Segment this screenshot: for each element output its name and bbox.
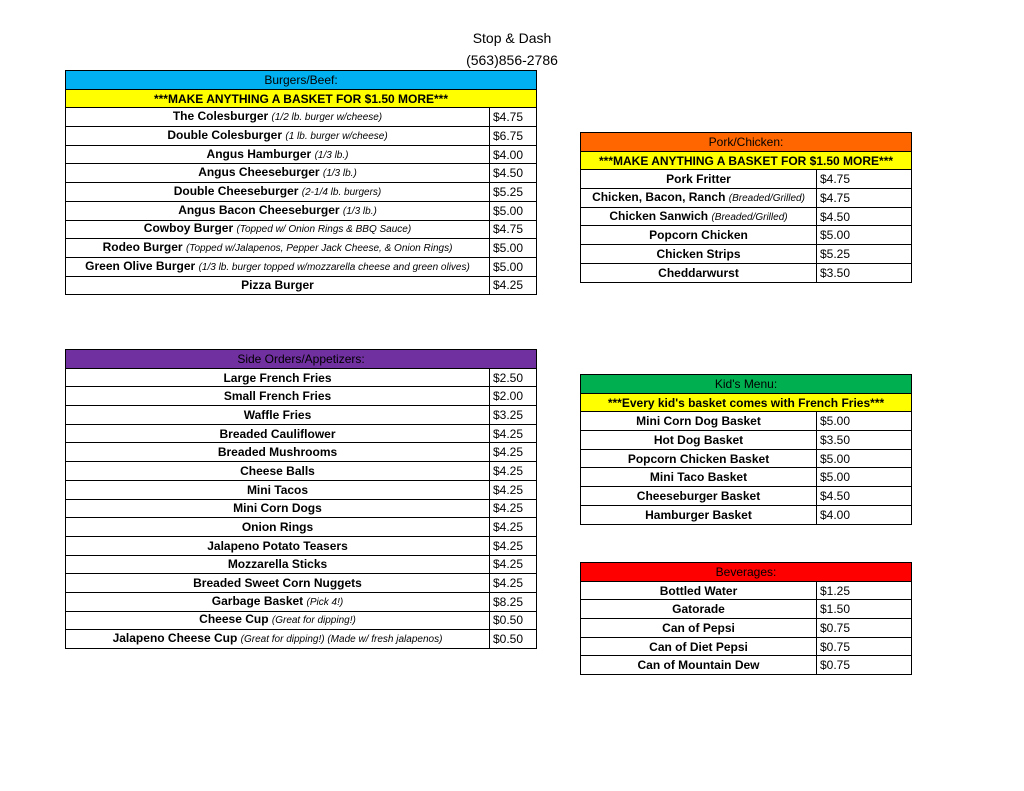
menu-item-row [66,127,537,146]
menu-item-price: $0.50 [490,611,537,630]
menu-item-row [66,406,537,425]
menu-item-price: $4.25 [490,480,537,499]
menu-item-row [66,164,537,183]
menu-item-note: (Great for dipping!) [271,615,356,627]
basket-banner-row [581,393,912,412]
menu-item-name-cell [66,499,490,518]
menu-item-name-cell [66,480,490,499]
menu-item-name-cell [581,245,817,264]
section-title: Beverages: [581,563,912,582]
menu-item-price: $5.00 [817,226,912,245]
menu-item-price: $4.25 [490,499,537,518]
menu-item-row [66,462,537,481]
menu-item-price: $5.00 [490,201,537,220]
menu-item-name-cell [581,431,817,450]
menu-item-row [66,183,537,202]
menu-item-row [66,555,537,574]
menu-item-note: (2-1/4 lb. burgers) [301,186,382,198]
menu-item-name: Can of Pepsi [662,620,735,635]
menu-item-row [581,637,912,656]
menu-item-name-cell [581,412,817,431]
menu-item-name-cell [581,449,817,468]
menu-item-name: Onion Rings [241,520,314,535]
menu-item-row [66,611,537,630]
menu-item-name-cell [66,574,490,593]
menu-item-price: $4.25 [490,555,537,574]
menu-item-name: Angus Hamburger [206,146,312,161]
menu-item-name: Chicken, Bacon, Ranch [592,189,726,204]
menu-item-name-cell [66,443,490,462]
menu-item-name: Double Cheeseburger [173,183,299,198]
menu-item-name-cell [66,145,490,164]
menu-item-price: $1.25 [817,581,912,600]
menu-item-name: Mini Corn Dogs [233,501,322,516]
menu-item-row [581,487,912,506]
menu-item-row [66,145,537,164]
menu-item-price: $5.00 [490,239,537,258]
restaurant-phone: (563)856-2786 [466,52,558,68]
menu-item-name-cell [66,555,490,574]
menu-item-price: $4.00 [817,505,912,524]
menu-item-name-cell [581,226,817,245]
menu-item-row [581,656,912,675]
restaurant-name: Stop & Dash [472,30,552,46]
menu-item-name: Garbage Basket [211,593,304,608]
menu-item-name: The Colesburger [172,109,269,124]
menu-item-price: $4.25 [490,574,537,593]
menu-item-price: $0.50 [490,630,537,649]
menu-item-price: $4.25 [490,443,537,462]
menu-item-row [66,368,537,387]
menu-item-row [581,170,912,189]
menu-item-price: $3.25 [490,406,537,425]
menu-item-name: Bottled Water [659,583,738,598]
menu-item-row [66,257,537,276]
menu-item-price: $4.00 [490,145,537,164]
menu-item-name: Mini Tacos [246,482,309,497]
menu-item-name: Can of Diet Pepsi [649,639,748,654]
menu-item-note: (1 lb. burger w/cheese) [285,130,388,142]
menu-item-price: $2.50 [490,368,537,387]
menu-item-name: Hamburger Basket [645,507,752,522]
menu-item-name: Green Olive Burger [85,258,196,273]
section-title: Side Orders/Appetizers: [66,350,537,369]
menu-item-name: Mini Corn Dog Basket [636,414,761,429]
menu-item-name-cell [66,611,490,630]
menu-item-name-cell [581,189,817,208]
menu-item-row [66,201,537,220]
menu-item-name: Mozzarella Sticks [227,557,328,572]
menu-item-row [66,220,537,239]
menu-item-name-cell [581,600,817,619]
menu-item-name: Waffle Fries [243,407,312,422]
section-title: Burgers/Beef: [66,71,537,90]
menu-item-row [66,387,537,406]
menu-item-row [581,431,912,450]
menu-item-row [581,619,912,638]
menu-item-note: (1/3 lb. burger topped w/mozzarella cheese and green olives) [198,261,470,273]
menu-item-price: $5.00 [817,412,912,431]
menu-item-price: $4.75 [817,170,912,189]
menu-item-name: Angus Cheeseburger [198,165,320,180]
menu-item-note: (1/3 lb.) [314,149,349,161]
menu-item-price: $4.25 [490,276,537,295]
basket-banner-row [66,89,537,108]
menu-item-name: Breaded Cauliflower [219,426,336,441]
menu-item-price: $4.75 [817,189,912,208]
basket-banner: ***Every kid's basket comes with French Fries*** [581,393,912,412]
pork-chicken-section [580,132,912,283]
menu-item-price: $0.75 [817,619,912,638]
menu-item-price: $4.25 [490,424,537,443]
kids-menu-section [580,374,912,525]
menu-item-name: Double Colesburger [167,127,283,142]
basket-banner: ***MAKE ANYTHING A BASKET FOR $1.50 MORE*** [581,151,912,170]
menu-item-name: Rodeo Burger [102,240,183,255]
menu-item-price: $4.75 [490,220,537,239]
menu-item-name-cell [581,207,817,226]
menu-item-row [66,536,537,555]
menu-item-name-cell [66,592,490,611]
menu-item-name-cell [581,637,817,656]
menu-item-name-cell [66,276,490,295]
menu-item-name: Mini Taco Basket [649,470,748,485]
menu-item-name-cell [66,630,490,649]
menu-item-name: Can of Mountain Dew [637,658,760,673]
menu-item-name-cell [66,201,490,220]
menu-item-name-cell [66,183,490,202]
menu-item-price: $0.75 [817,637,912,656]
basket-banner-row [581,151,912,170]
menu-item-row [581,207,912,226]
menu-item-name-cell [581,263,817,282]
menu-item-row [581,412,912,431]
menu-item-row [66,518,537,537]
menu-item-name: Cheddarwurst [658,265,739,280]
menu-item-price: $5.00 [817,449,912,468]
menu-item-row [581,263,912,282]
menu-item-price: $4.75 [490,108,537,127]
section-title-row [581,133,912,152]
menu-item-name: Breaded Sweet Corn Nuggets [193,576,362,591]
menu-item-price: $6.75 [490,127,537,146]
menu-item-name: Jalapeno Potato Teasers [207,538,348,553]
menu-item-row [581,245,912,264]
menu-item-note: (Pick 4!) [306,596,344,608]
section-title-row [581,563,912,582]
menu-item-name-cell [581,487,817,506]
menu-item-price: $2.00 [490,387,537,406]
burgers-section [65,70,537,295]
menu-item-price: $4.25 [490,518,537,537]
menu-item-row [66,276,537,295]
menu-item-price: $5.00 [817,468,912,487]
menu-item-price: $3.50 [817,431,912,450]
menu-item-row [66,108,537,127]
menu-item-name: Cheeseburger Basket [636,488,761,503]
menu-item-price: $4.50 [817,207,912,226]
menu-item-row [581,505,912,524]
basket-banner: ***MAKE ANYTHING A BASKET FOR $1.50 MORE*** [66,89,537,108]
menu-item-name: Angus Bacon Cheeseburger [178,202,340,217]
menu-item-name-cell [66,368,490,387]
menu-item-name-cell [66,518,490,537]
menu-item-name-cell [581,170,817,189]
menu-item-note: (Great for dipping!) (Made w/ fresh jalapenos) [240,634,443,646]
menu-item-name-cell [581,505,817,524]
menu-item-price: $3.50 [817,263,912,282]
menu-item-name: Chicken Strips [656,246,741,261]
menu-item-price: $4.50 [817,487,912,506]
menu-item-price: $8.25 [490,592,537,611]
menu-item-note: (Topped w/ Onion Rings & BBQ Sauce) [236,224,412,236]
menu-item-row [66,499,537,518]
section-title-row [581,375,912,394]
menu-item-price: $5.00 [490,257,537,276]
menu-item-price: $0.75 [817,656,912,675]
menu-item-name-cell [66,462,490,481]
menu-item-row [66,443,537,462]
menu-item-row [581,189,912,208]
menu-item-name: Cheese Balls [240,463,315,478]
menu-item-row [581,449,912,468]
menu-item-name: Small French Fries [223,389,332,404]
menu-item-row [66,424,537,443]
menu-item-name-cell [66,406,490,425]
menu-item-name-cell [66,424,490,443]
menu-item-note: (1/3 lb.) [322,168,357,180]
menu-item-price: $4.25 [490,462,537,481]
menu-item-name-cell [581,656,817,675]
menu-item-name-cell [581,581,817,600]
menu-item-name: Cowboy Burger [143,221,234,236]
menu-item-row [581,600,912,619]
menu-item-row [581,581,912,600]
menu-item-row [581,468,912,487]
section-title: Pork/Chicken: [581,133,912,152]
menu-item-note: (1/3 lb.) [342,205,377,217]
menu-item-price: $4.50 [490,164,537,183]
menu-item-name: Gatorade [672,602,725,617]
beverages-section [580,562,912,675]
menu-item-row [66,574,537,593]
menu-item-name: Jalapeno Cheese Cup [112,631,238,646]
menu-item-note: (1/2 lb. burger w/cheese) [271,112,383,124]
menu-item-price: $5.25 [490,183,537,202]
menu-item-name: Cheese Cup [199,612,269,627]
menu-item-name: Popcorn Chicken [649,228,748,243]
menu-item-name: Breaded Mushrooms [217,445,338,460]
menu-item-name: Large French Fries [223,370,332,385]
menu-item-name-cell [66,108,490,127]
menu-item-note: (Topped w/Jalapenos, Pepper Jack Cheese, & Onion Rings) [185,243,453,255]
menu-item-name-cell [66,127,490,146]
menu-item-name: Pork Fritter [666,172,731,187]
section-title-row [66,71,537,90]
menu-item-row [66,630,537,649]
menu-item-name: Chicken Sanwich [609,208,709,223]
menu-item-name: Hot Dog Basket [653,432,744,447]
menu-item-name-cell [581,619,817,638]
menu-item-name: Pizza Burger [241,278,314,293]
menu-item-row [581,226,912,245]
menu-item-row [66,592,537,611]
menu-item-price: $1.50 [817,600,912,619]
menu-item-note: (Breaded/Grilled) [711,211,788,223]
menu-item-name-cell [66,536,490,555]
menu-item-row [66,480,537,499]
menu-item-name-cell [66,257,490,276]
menu-item-row [66,239,537,258]
section-title-row [66,350,537,369]
menu-item-note: (Breaded/Grilled) [728,192,805,204]
menu-item-price: $4.25 [490,536,537,555]
menu-item-name-cell [66,239,490,258]
menu-item-price: $5.25 [817,245,912,264]
menu-item-name: Popcorn Chicken Basket [627,451,770,466]
side-orders-section [65,349,537,649]
menu-item-name-cell [581,468,817,487]
menu-item-name-cell [66,220,490,239]
menu-item-name-cell [66,164,490,183]
menu-item-name-cell [66,387,490,406]
section-title: Kid's Menu: [581,375,912,394]
